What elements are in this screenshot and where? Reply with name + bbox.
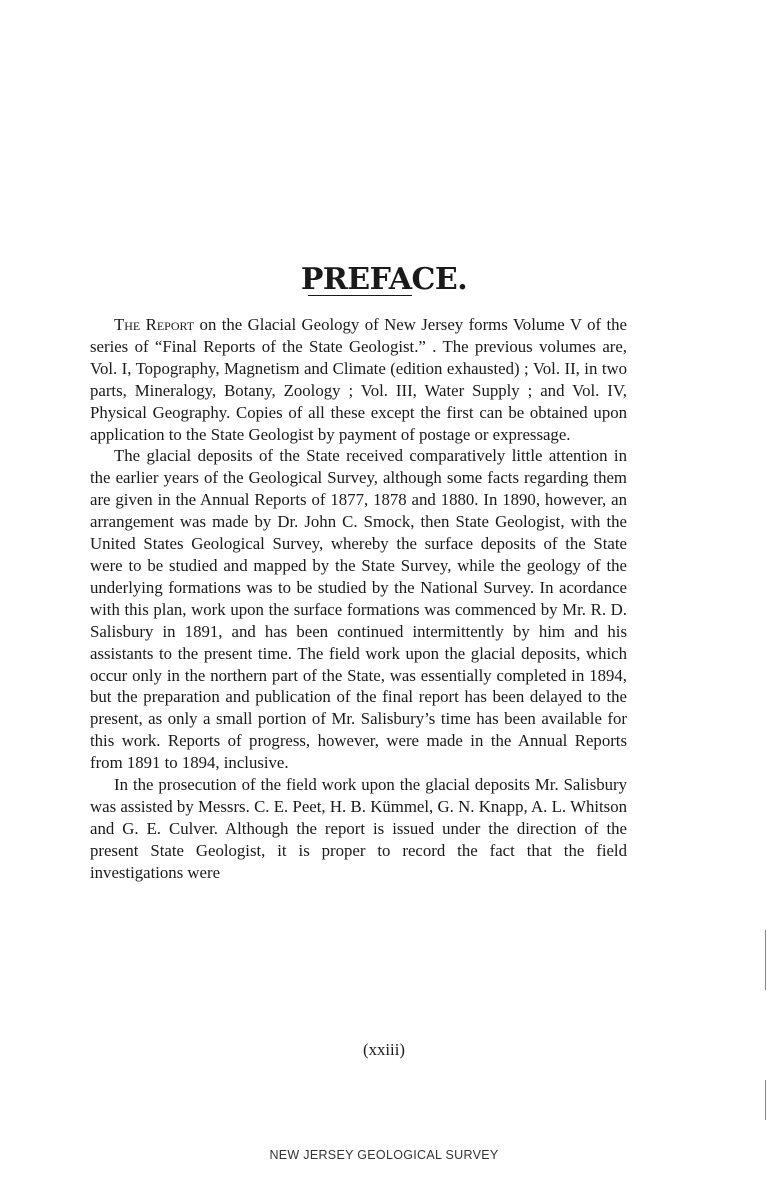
body-text: [90, 314, 627, 884]
page-number: (xxiii): [363, 1040, 405, 1059]
paragraph-2: The glacial deposits of the State received comparatively little attention in the earlier years of the Geological Survey, although some facts regarding them are given in the Annual Reports of 1877, 1878 and 1880. In 1890, however, an arrangement was made by Dr. John C. Smock, then State Geologist, with the United States Geological Survey, whereby the surface deposits of the State were to be studied and mapped by the State Survey, while the geology of the underlying formations was to be studied by the National Survey. In acordance with this plan, work upon the surface formations was commenced by Mr. R. D. Salisbury in 1891, and has been continued intermittently by him and his assistants to the present time. The field work upon the glacial deposits, which occur only in the northern part of the State, was essentially completed in 1894, but the preparation and publication of the final report has been delayed to the present, as only a small portion of Mr. Salisbury’s time has been available for this work. Reports of progress, however, were made in the Annual Reports from 1891 to 1894, inclusive.: [90, 446, 627, 773]
page-heading: PREFACE.: [300, 262, 468, 298]
paragraph-3: In the prosecution of the field work upon the glacial deposits Mr. Salisbury was assisted by Messrs. C. E. Peet, H. B. Kümmel, G. N. Knapp, A. L. Whitson and G. E. Culver. Although the report is issued under the direction of the present State Geologist, it is proper to record the fact that the field investigations were: [90, 775, 627, 882]
scan-edge-mark: [765, 930, 766, 990]
heading-rule: [308, 295, 412, 296]
paragraph-1-text: on the Glacial Geology of New Jersey forms Volume V of the series of “Final Reports of the State Geologist.” . The previous volumes are, Vol. I, Topography, Magnetism and Climate (edition exhausted) ; Vol. II, in two parts, Mineralogy, Botany, Zoology ; Vol. III, Water Supply ; and Vol. IV, Physical Geography. Copies of all these except the first can be obtained upon application to the State Geologist by payment of postage or expressage.: [90, 315, 627, 444]
paragraph-lead: The Report: [114, 315, 195, 334]
scan-edge-mark: [765, 1080, 766, 1120]
footer-text: NEW JERSEY GEOLOGICAL SURVEY: [269, 1148, 499, 1162]
paragraph-1: [90, 314, 627, 445]
